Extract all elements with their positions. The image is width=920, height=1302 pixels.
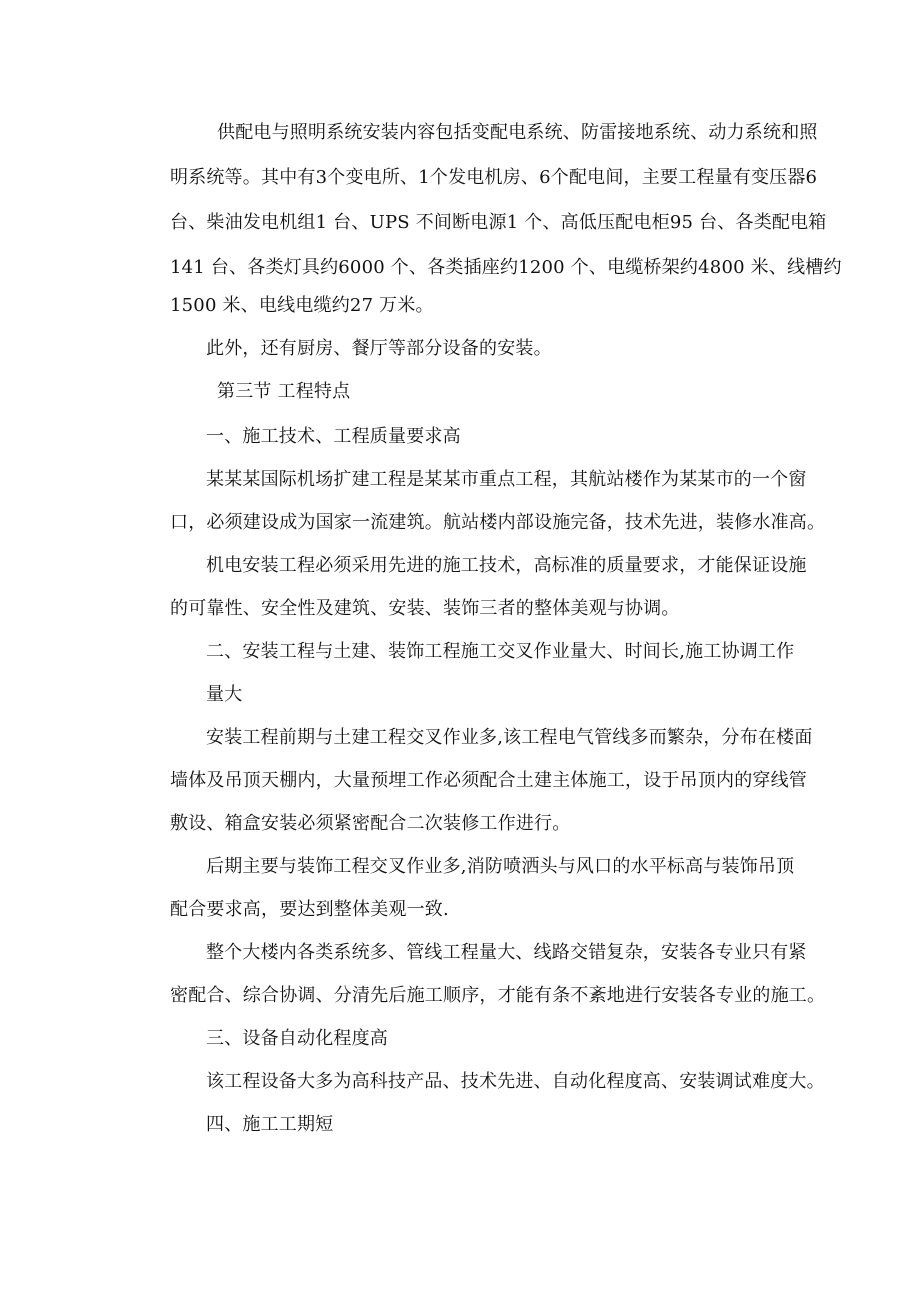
paragraph-line: 该工程设备大多为高科技产品、技术先进、自动化程度高、安装调试难度大。 <box>206 1071 825 1092</box>
paragraph-line: 安装工程前期与土建工程交叉作业多,该工程电气管线多而繁杂，分布在楼面 <box>206 727 813 748</box>
paragraph-line: 此外，还有厨房、餐厅等部分设备的安装。 <box>206 338 552 359</box>
paragraph-line: 后期主要与装饰工程交叉作业多,消防喷洒头与风口的水平标高与装饰吊顶 <box>206 856 795 877</box>
paragraph-line: 配合要求高，要达到整体美观一致. <box>170 899 449 920</box>
paragraph-line: 整个大楼内各类系统多、管线工程量大、线路交错复杂，安装各专业只有紧 <box>206 942 807 963</box>
subsection-heading: 三、设备自动化程度高 <box>206 1028 388 1049</box>
paragraph-line: 机电安装工程必须采用先进的施工技术，高标准的质量要求，才能保证设施 <box>206 555 807 576</box>
subsection-heading: 一、施工技术、工程质量要求高 <box>206 426 461 447</box>
subsection-heading: 二、安装工程与土建、装饰工程施工交叉作业量大、时间长,施工协调工作 <box>206 641 795 662</box>
paragraph-line: 供配电与照明系统安装内容包括变配电系统、防雷接地系统、动力系统和照 <box>217 122 818 143</box>
paragraph-line: 明系统等。其中有3个变电所、1个发电机房、6个配电间，主要工程量有变压器6 <box>170 167 818 188</box>
paragraph-line: 口，必须建设成为国家一流建筑。航站楼内部设施完备，技术先进，装修水准高。 <box>170 512 826 533</box>
paragraph-line: 敷设、箱盒安装必须紧密配合二次装修工作进行。 <box>170 813 571 834</box>
paragraph-line: 的可靠性、安全性及建筑、安装、装饰三者的整体美观与协调。 <box>170 598 680 619</box>
section-heading: 第三节 工程特点 <box>217 381 351 402</box>
paragraph-line: 密配合、综合协调、分清先后施工顺序，才能有条不紊地进行安装各专业的施工。 <box>170 985 826 1006</box>
subsection-heading: 四、施工工期短 <box>206 1114 334 1135</box>
subsection-heading: 量大 <box>206 684 243 705</box>
paragraph-line: 台、柴油发电机组1 台、UPS 不间断电源1 个、高低压配电柜95 台、各类配电箱 <box>170 212 827 233</box>
paragraph-line: 墙体及吊顶天棚内，大量预埋工作必须配合土建主体施工，设于吊顶内的穿线管 <box>170 770 807 791</box>
paragraph-line: 141 台、各类灯具约6000 个、各类插座约1200 个、电缆桥架约4800 米、线槽约 <box>170 257 842 278</box>
paragraph-line: 1500 米、电线电缆约27 万米。 <box>170 295 434 316</box>
paragraph-line: 某某某国际机场扩建工程是某某市重点工程，其航站楼作为某某市的一个窗 <box>206 469 807 490</box>
